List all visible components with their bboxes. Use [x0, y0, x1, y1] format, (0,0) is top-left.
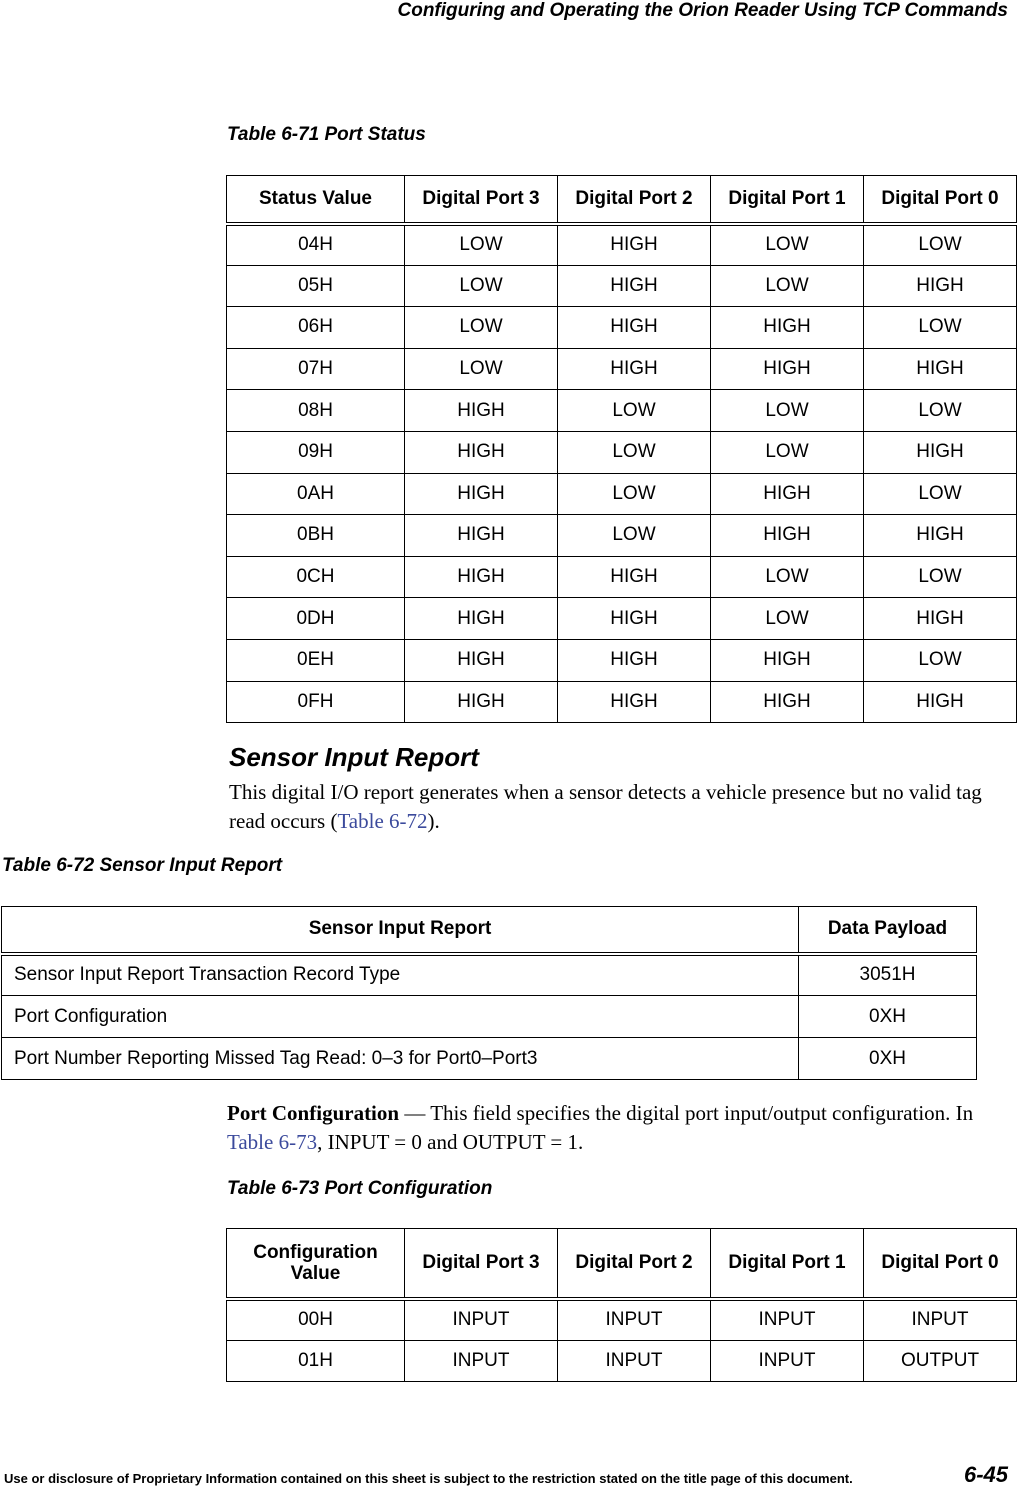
table-cell: LOW: [864, 473, 1017, 515]
table-cell: HIGH: [405, 639, 558, 681]
table-cell: HIGH: [711, 473, 864, 515]
table-cell: LOW: [558, 473, 711, 515]
table-cell: HIGH: [558, 348, 711, 390]
table-cell: INPUT: [405, 1299, 558, 1341]
table-73-link[interactable]: Table 6-73: [227, 1130, 318, 1154]
table-cell: HIGH: [864, 265, 1017, 307]
column-header: Data Payload: [799, 907, 977, 954]
table-cell: HIGH: [864, 515, 1017, 557]
dash: —: [399, 1101, 431, 1125]
table-cell: HIGH: [405, 515, 558, 557]
table-cell: 0BH: [227, 515, 405, 557]
sensor-input-report-table: [1, 906, 977, 1080]
column-header: Status Value: [227, 176, 405, 224]
table-row: [227, 556, 1017, 598]
port-configuration-table: [226, 1228, 1017, 1382]
table-cell: LOW: [405, 265, 558, 307]
table-cell: Port Configuration: [2, 996, 799, 1038]
column-header: Digital Port 0: [864, 176, 1017, 224]
sensor-paragraph: [229, 778, 1014, 836]
column-header: Digital Port 0: [864, 1229, 1017, 1299]
table-cell: 0FH: [227, 681, 405, 723]
table-cell: INPUT: [711, 1340, 864, 1382]
table-cell: HIGH: [711, 307, 864, 349]
table-cell: HIGH: [711, 348, 864, 390]
table-cell: LOW: [558, 390, 711, 432]
table-cell: 06H: [227, 307, 405, 349]
table-cell: HIGH: [864, 681, 1017, 723]
table-cell: 00H: [227, 1299, 405, 1341]
table-cell: 05H: [227, 265, 405, 307]
running-header: Configuring and Operating the Orion Reader Using TCP Commands: [397, 0, 1008, 21]
table-cell: 0EH: [227, 639, 405, 681]
paragraph-text: ).: [427, 809, 440, 833]
table-cell: INPUT: [711, 1299, 864, 1341]
table-row: [227, 681, 1017, 723]
table-cell: LOW: [711, 390, 864, 432]
table-cell: HIGH: [711, 639, 864, 681]
table-cell: 0DH: [227, 598, 405, 640]
table-72-link[interactable]: Table 6-72: [337, 809, 428, 833]
table-cell: LOW: [864, 390, 1017, 432]
port-config-paragraph: [227, 1099, 1017, 1157]
table-row: [227, 224, 1017, 266]
table-row: [227, 348, 1017, 390]
table-row: [227, 307, 1017, 349]
table-cell: INPUT: [864, 1299, 1017, 1341]
column-header: Digital Port 3: [405, 176, 558, 224]
table-cell: LOW: [711, 431, 864, 473]
table-cell: HIGH: [864, 431, 1017, 473]
column-header: Digital Port 1: [711, 176, 864, 224]
table-row: [227, 515, 1017, 557]
table-cell: LOW: [864, 556, 1017, 598]
table-cell: HIGH: [558, 681, 711, 723]
table-cell: HIGH: [558, 224, 711, 266]
table-row: [227, 390, 1017, 432]
table-cell: HIGH: [405, 556, 558, 598]
table-cell: HIGH: [864, 598, 1017, 640]
column-header: Digital Port 2: [558, 176, 711, 224]
table-cell: HIGH: [558, 265, 711, 307]
column-header: Digital Port 3: [405, 1229, 558, 1299]
table-cell: LOW: [711, 224, 864, 266]
table-cell: HIGH: [405, 473, 558, 515]
table-cell: OUTPUT: [864, 1340, 1017, 1382]
table-cell: 0XH: [799, 1038, 977, 1080]
table-cell: Sensor Input Report Transaction Record Type: [2, 954, 799, 996]
table-cell: LOW: [558, 515, 711, 557]
table-cell: HIGH: [864, 348, 1017, 390]
table-cell: Port Number Reporting Missed Tag Read: 0–3 for Port0–Port3: [2, 1038, 799, 1080]
term: Port Configuration: [227, 1101, 400, 1125]
table-cell: HIGH: [711, 681, 864, 723]
footer-note: Use or disclosure of Proprietary Information contained on this sheet is subject to the restriction stated on the title page of this document.: [4, 1471, 853, 1486]
table-row: [227, 265, 1017, 307]
table-cell: HIGH: [558, 639, 711, 681]
paragraph-text: This digital I/O report generates when a sensor detects a vehicle presence but no valid tag read occurs (: [229, 780, 982, 833]
table-row: [227, 1299, 1017, 1341]
paragraph-text: , INPUT = 0 and OUTPUT = 1.: [317, 1130, 584, 1154]
column-header: Digital Port 2: [558, 1229, 711, 1299]
table-cell: HIGH: [558, 556, 711, 598]
table-cell: LOW: [711, 265, 864, 307]
table-cell: INPUT: [558, 1340, 711, 1382]
table-cell: HIGH: [558, 598, 711, 640]
paragraph-text: This field specifies the digital port input/output configuration. In: [430, 1101, 974, 1125]
table-cell: LOW: [864, 307, 1017, 349]
table-cell: LOW: [711, 598, 864, 640]
table-cell: 0CH: [227, 556, 405, 598]
table-cell: LOW: [864, 639, 1017, 681]
section-heading: Sensor Input Report: [229, 742, 479, 772]
table-cell: 01H: [227, 1340, 405, 1382]
table-cell: LOW: [405, 348, 558, 390]
table-cell: 07H: [227, 348, 405, 390]
table-row: [227, 598, 1017, 640]
table-cell: HIGH: [405, 390, 558, 432]
table-row: [2, 996, 977, 1038]
table-row: [227, 1340, 1017, 1382]
table-cell: LOW: [864, 224, 1017, 266]
table-cell: 0AH: [227, 473, 405, 515]
table-cell: LOW: [711, 556, 864, 598]
table-cell: 09H: [227, 431, 405, 473]
table-cell: INPUT: [558, 1299, 711, 1341]
table-cell: INPUT: [405, 1340, 558, 1382]
port-status-table: [226, 175, 1017, 723]
table-cell: HIGH: [405, 431, 558, 473]
table-row: [227, 431, 1017, 473]
table-cell: LOW: [405, 307, 558, 349]
column-header: Configuration Value: [227, 1229, 405, 1299]
table-cell: 0XH: [799, 996, 977, 1038]
table-cell: HIGH: [405, 598, 558, 640]
table-cell: HIGH: [558, 307, 711, 349]
table-71-caption: Table 6-71 Port Status: [227, 124, 426, 145]
column-header: Sensor Input Report: [2, 907, 799, 954]
table-cell: 04H: [227, 224, 405, 266]
table-72-caption: Table 6-72 Sensor Input Report: [2, 855, 283, 876]
column-header: Digital Port 1: [711, 1229, 864, 1299]
table-cell: 3051H: [799, 954, 977, 996]
table-row: [227, 473, 1017, 515]
table-cell: LOW: [558, 431, 711, 473]
table-row: [227, 639, 1017, 681]
table-73-caption: Table 6-73 Port Configuration: [227, 1178, 493, 1199]
table-cell: HIGH: [711, 515, 864, 557]
table-row: [2, 954, 977, 996]
table-cell: 08H: [227, 390, 405, 432]
table-cell: LOW: [405, 224, 558, 266]
page-number: 6-45: [963, 1462, 1008, 1487]
table-cell: HIGH: [405, 681, 558, 723]
table-row: [2, 1038, 977, 1080]
